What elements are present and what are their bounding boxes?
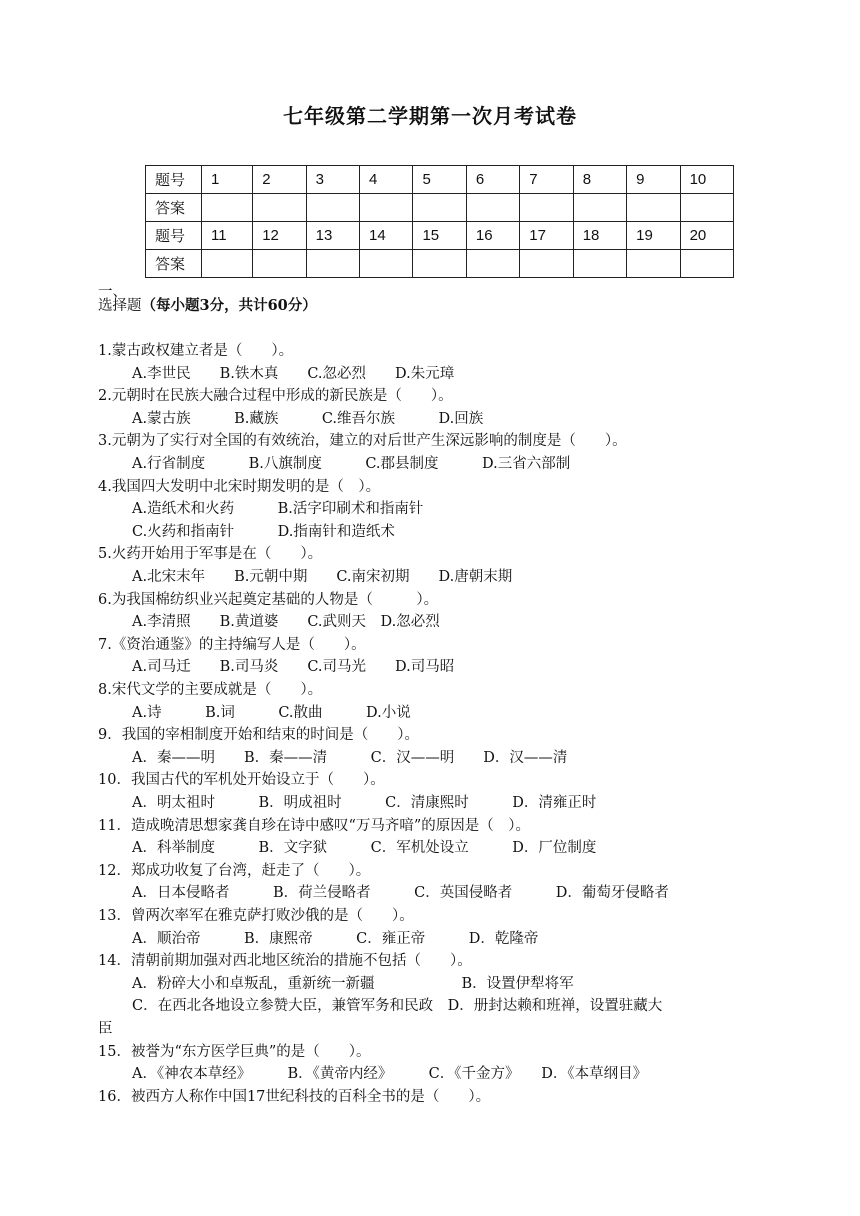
question-options: A.诗 B.词 C.散曲 D.小说 [132, 704, 411, 721]
question-options: A.李清照 B.黄道婆 C.武则天 D.忽必烈 [132, 614, 440, 631]
answer-cell[interactable] [306, 250, 359, 278]
question-options-wrap: 臣 [98, 1021, 113, 1037]
answer-cell[interactable] [573, 194, 626, 222]
question-stem: 6.为我国棉纺织业兴起奠定基础的人物是（ ）。 [98, 591, 439, 608]
question-options: A．《神农本草经》 B．《黄帝内经》 C．《千金方》 D．《本草纲目》 [132, 1066, 648, 1083]
question-stem: 16．被西方人称作中国17世纪科技的百科全书的是（ ）。 [98, 1088, 491, 1105]
question-stem: 4.我国四大发明中北宋时期发明的是（ ）。 [98, 478, 381, 495]
answer-grid-number-row-1 [146, 166, 734, 194]
answer-cell[interactable] [573, 250, 626, 278]
answer-cell[interactable] [306, 194, 359, 222]
answer-cell[interactable] [202, 194, 253, 222]
answer-cell[interactable] [202, 250, 253, 278]
answer-grid-number-row-2 [146, 222, 734, 250]
question-options: A．明太祖时 B．明成祖时 C．清康熙时 D．清雍正时 [132, 795, 597, 811]
question-number: 5 [413, 166, 466, 194]
question-number: 6 [466, 166, 519, 194]
answer-cell[interactable] [413, 194, 466, 222]
question-number: 20 [680, 222, 733, 250]
question-options: A.李世民 B.铁木真 C.忽必烈 D.朱元璋 [132, 365, 455, 382]
question-number: 19 [627, 222, 680, 250]
answer-header: 答案 [146, 250, 202, 278]
question-stem: 3.元朝为了实行对全国的有效统治，建立的对后世产生深远影响的制度是（ ）。 [98, 433, 627, 450]
question-stem: 9．我国的宰相制度开始和结束的时间是（ ）。 [98, 727, 419, 744]
question-number: 11 [202, 222, 253, 250]
question-number: 8 [573, 166, 626, 194]
answer-header: 答案 [146, 194, 202, 222]
section-scoring-note: （每小题3分，共计60分） [141, 297, 317, 314]
question-number: 9 [627, 166, 680, 194]
question-stem: 2.元朝时在民族大融合过程中形成的新民族是（ ）。 [98, 388, 453, 405]
question-number: 7 [520, 166, 573, 194]
question-stem: 5.火药开始用于军事是在（ ）。 [98, 546, 323, 563]
question-options: A.北宋末年 B.元朝中期 C.南宋初期 D.唐朝末期 [132, 569, 513, 585]
answer-cell[interactable] [253, 250, 306, 278]
exam-title: 七年级第二学期第一次月考试卷 [283, 104, 577, 128]
question-number: 13 [306, 222, 359, 250]
question-number: 4 [360, 166, 413, 194]
answer-grid-answer-row-1 [146, 194, 734, 222]
question-number: 15 [413, 222, 466, 250]
question-stem: 15．被誉为“东方医学巨典”的是（ ）。 [98, 1043, 371, 1060]
number-header: 题号 [146, 222, 202, 250]
question-options: A．科举制度 B．文字狱 C．军机处设立 D．厂位制度 [132, 840, 597, 857]
question-stem: 11．造成晚清思想家龚自珍在诗中感叹“万马齐喑”的原因是（ ）。 [98, 817, 531, 834]
answer-cell[interactable] [360, 194, 413, 222]
question-options: A．粉碎大小和卓叛乱，重新统一新疆 B．设置伊犁将军 [132, 975, 574, 992]
question-stem: 1.蒙古政权建立者是（ ）。 [98, 343, 294, 359]
answer-cell[interactable] [520, 194, 573, 222]
question-stem: 13．曾两次率军在雅克萨打败沙俄的是（ ）。 [98, 908, 414, 924]
answer-cell[interactable] [466, 194, 519, 222]
question-options: A．秦——明 B．秦——清 C．汉——明 D．汉——清 [132, 749, 568, 766]
question-number: 10 [680, 166, 733, 194]
question-stem: 8.宋代文学的主要成就是（ ）。 [98, 682, 323, 698]
section-number: 一、 [98, 284, 127, 300]
question-stem: 10．我国古代的军机处开始设立于（ ）。 [98, 772, 385, 789]
answer-cell[interactable] [680, 194, 733, 222]
answer-cell[interactable] [627, 194, 680, 222]
number-header: 题号 [146, 166, 202, 194]
question-number: 12 [253, 222, 306, 250]
section-heading [98, 294, 317, 315]
question-number: 2 [253, 166, 306, 194]
answer-cell[interactable] [680, 250, 733, 278]
question-options: A．日本侵略者 B．荷兰侵略者 C．英国侵略者 D．葡萄牙侵略者 [132, 885, 669, 902]
answer-cell[interactable] [627, 250, 680, 278]
question-number: 3 [306, 166, 359, 194]
question-number: 18 [573, 222, 626, 250]
answer-grid [145, 165, 734, 278]
question-number: 1 [202, 166, 253, 194]
answer-cell[interactable] [413, 250, 466, 278]
question-number: 17 [520, 222, 573, 250]
question-number: 14 [360, 222, 413, 250]
question-options: A.蒙古族 B.藏族 C.维吾尔族 D.回族 [132, 410, 484, 427]
question-options: A.司马迁 B.司马炎 C.司马光 D.司马昭 [132, 659, 455, 676]
section-name: 选择题 [98, 298, 142, 314]
question-number: 16 [466, 222, 519, 250]
question-options: A．顺治帝 B．康熙帝 C．雍正帝 D．乾隆帝 [132, 930, 539, 947]
question-options: C．在西北各地设立参赞大臣，兼管军务和民政 D．册封达赖和班禅，设置驻藏大 [132, 998, 663, 1015]
answer-cell[interactable] [520, 250, 573, 278]
answer-cell[interactable] [253, 194, 306, 222]
question-options: C.火药和指南针 D.指南针和造纸术 [132, 523, 395, 540]
answer-cell[interactable] [360, 250, 413, 278]
question-stem: 14．清朝前期加强对西北地区统治的措施不包括（ ）。 [98, 953, 472, 970]
question-stem: 7.《资治通鉴》的主持编写人是（ ）。 [98, 636, 366, 653]
answer-grid-answer-row-2 [146, 250, 734, 278]
answer-cell[interactable] [466, 250, 519, 278]
question-options: A.造纸术和火药 B.活字印刷术和指南针 [132, 501, 424, 518]
question-options: A.行省制度 B.八旗制度 C.郡县制度 D.三省六部制 [132, 456, 571, 472]
question-stem: 12．郑成功收复了台湾，赶走了（ ）。 [98, 862, 371, 879]
